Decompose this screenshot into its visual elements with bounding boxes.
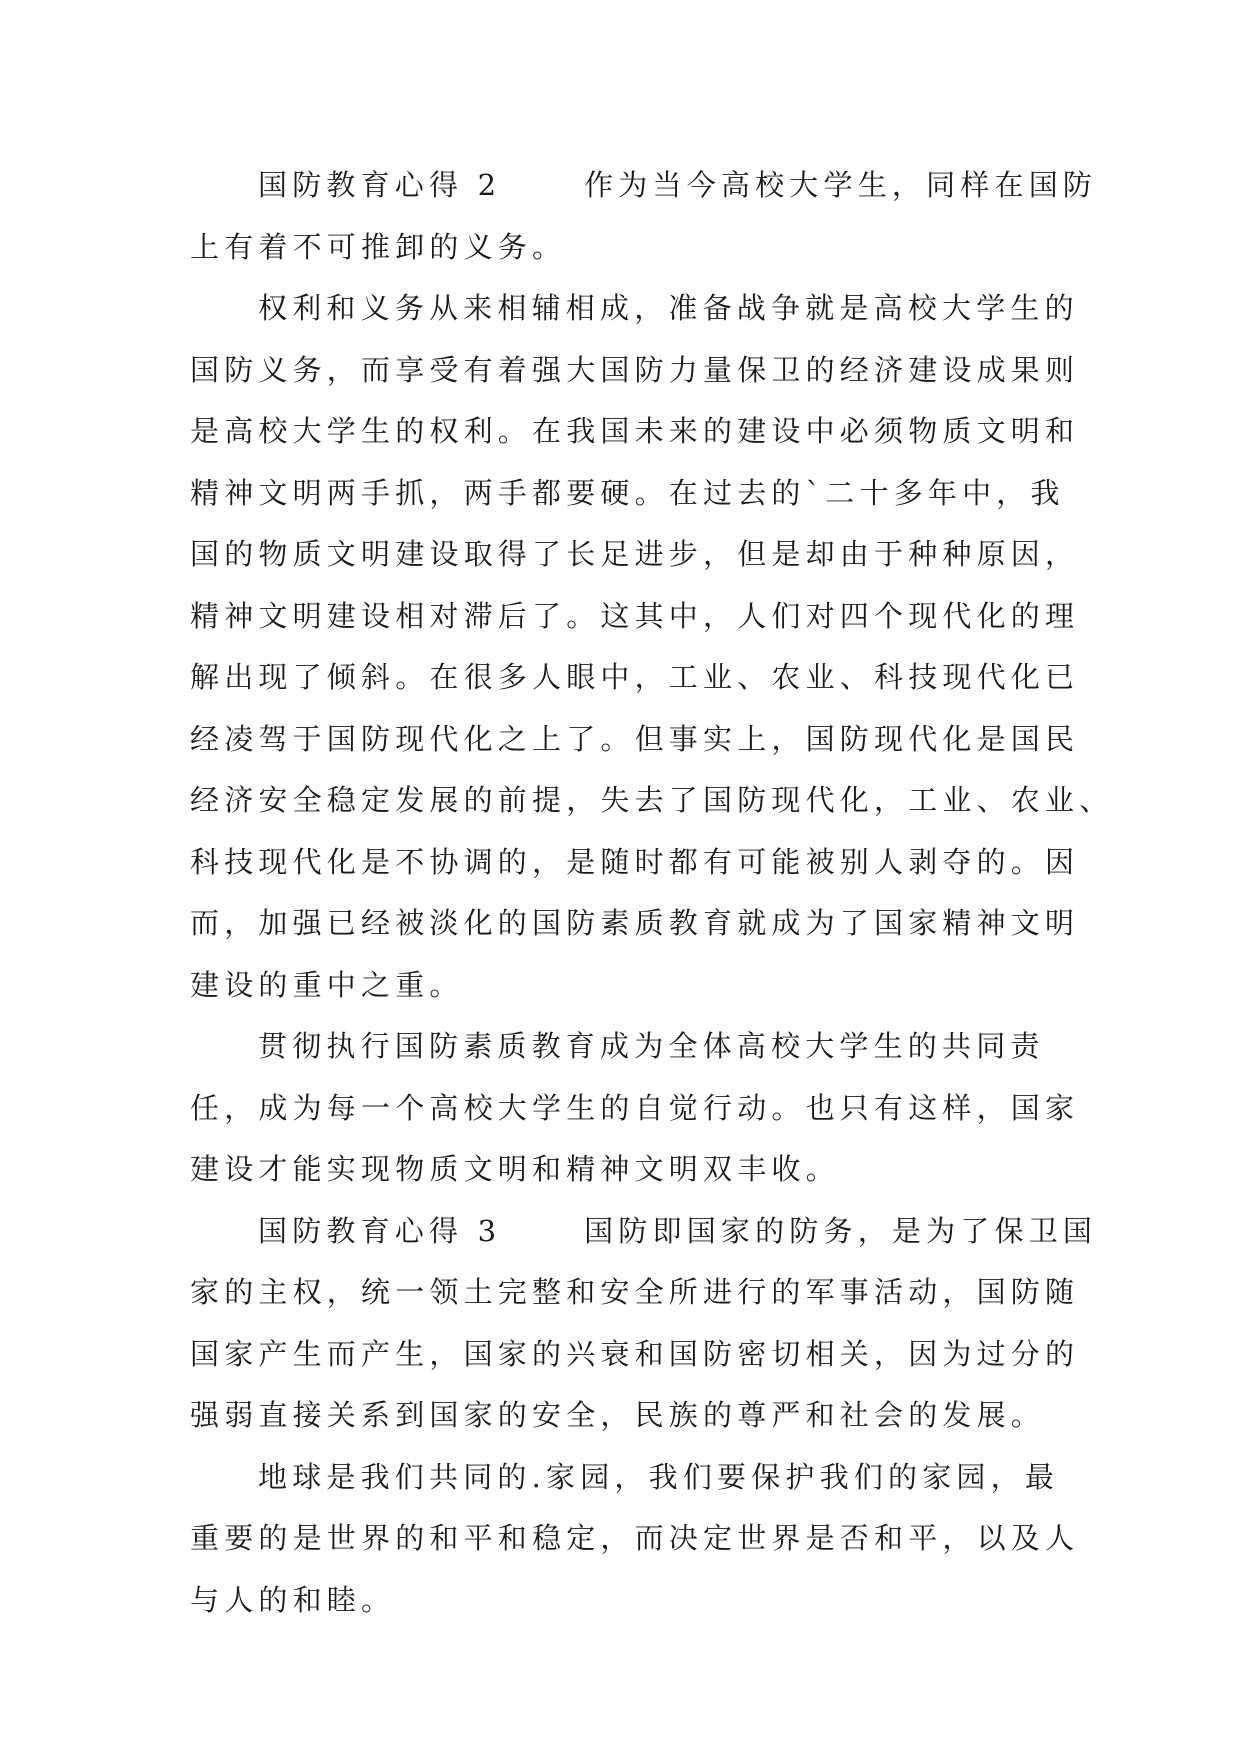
text-line: 贯彻执行国防素质教育成为全体高校大学生的共同责 [258, 1029, 1045, 1063]
text-line: 国防教育心得 3 国防即国家的防务，是为了保卫国 [258, 1213, 1098, 1248]
text-line: 任，成为每一个高校大学生的自觉行动。也只有这样，国家 [190, 1090, 1080, 1125]
text-line: 国防义务，而享受有着强大国防力量保卫的经济建设成果则 [190, 352, 1080, 387]
text-line: 权利和义务从来相辅相成，准备战争就是高校大学生的 [258, 291, 1079, 325]
text-line: 国的物质文明建设取得了长足进步，但是却由于种种原因， [190, 537, 1080, 571]
text-line: 经凌驾于国防现代化之上了。但事实上，国防现代化是国民 [190, 721, 1080, 756]
text-line: 强弱直接关系到国家的安全，民族的尊严和社会的发展。 [190, 1398, 1046, 1432]
text-line: 科技现代化是不协调的，是随时都有可能被别人剥夺的。因 [190, 844, 1080, 879]
text-line: 国家产生而产生，国家的兴衰和国防密切相关，因为过分的 [190, 1336, 1080, 1371]
text-line: 是高校大学生的权利。在我国未来的建设中必须物质文明和 [190, 414, 1080, 448]
text-line: 上有着不可推卸的义务。 [190, 229, 567, 264]
text-line: 建设的重中之重。 [190, 967, 464, 1002]
text-line: 经济安全稳定发展的前提，失去了国防现代化，工业、农业、 [190, 783, 1114, 817]
text-line: 精神文明建设相对滞后了。这其中，人们对四个现代化的理 [190, 598, 1080, 633]
text-line: 精神文明两手抓，两手都要硬。在过去的`二十多年中，我 [190, 475, 1065, 510]
text-line: 重要的是世界的和平和稳定，而决定世界是否和平，以及人 [190, 1521, 1080, 1555]
document-body [190, 155, 1114, 1631]
text-line: 地球是我们共同的.家园，我们要保护我们的家园，最 [258, 1459, 1060, 1494]
text-line: 家的主权，统一领土完整和安全所进行的军事活动，国防随 [190, 1275, 1080, 1309]
text-line: 解出现了倾斜。在很多人眼中，工业、农业、科技现代化已 [190, 660, 1080, 694]
text-line: 而，加强已经被淡化的国防素质教育就成为了国家精神文明 [190, 906, 1080, 940]
text-line: 建设才能实现物质文明和精神文明双丰收。 [190, 1152, 840, 1186]
text-line: 与人的和睦。 [190, 1582, 396, 1617]
text-line: 国防教育心得 2 作为当今高校大学生，同样在国防 [258, 168, 1098, 202]
